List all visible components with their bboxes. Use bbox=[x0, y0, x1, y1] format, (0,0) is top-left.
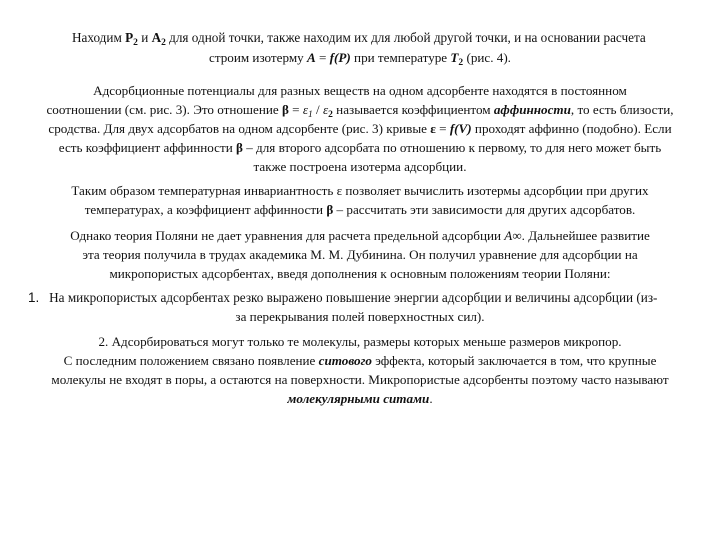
p3-line-2 bbox=[0, 200, 720, 220]
p2-line-1: Адсорбционные потенциалы для разных веществ на одном адсорбенте находятся в постоянном bbox=[93, 83, 627, 98]
p1-line-2 bbox=[0, 48, 720, 68]
list-number: 1. bbox=[28, 290, 40, 305]
list-item-2 bbox=[0, 332, 720, 352]
symbol-infinity: ∞ bbox=[512, 228, 522, 243]
p2-line-2 bbox=[0, 100, 720, 120]
symbol-a: A bbox=[504, 228, 513, 243]
text: и bbox=[137, 30, 152, 45]
function-f-p: f(P) bbox=[329, 50, 351, 65]
p2-line-5: также построена изотерма адсорбции. bbox=[253, 159, 467, 174]
subscript: 2 bbox=[328, 110, 333, 120]
text: = bbox=[315, 50, 330, 65]
p2-line-4 bbox=[0, 138, 720, 158]
p3-line-1: Таким образом температурная инвариантность ε позволяет вычислить изотермы адсорбции при других bbox=[71, 183, 649, 198]
text: = bbox=[288, 102, 303, 117]
text: строим изотерму bbox=[209, 50, 307, 65]
text: / bbox=[312, 102, 323, 117]
text: Адсорбироваться могут только те молекулы, размеры которых меньше размеров микропор. bbox=[108, 334, 622, 349]
list-item-1 bbox=[28, 288, 657, 308]
text: Однако теория Поляни не дает уравнения для расчета предельной адсорбции bbox=[70, 228, 505, 243]
text: . bbox=[429, 391, 433, 406]
term-affinity: аффинности bbox=[493, 102, 571, 117]
text: для одной точки, также находим их для любой другой точки, и на основании расчета bbox=[165, 30, 646, 45]
text: , то есть близости, bbox=[570, 102, 674, 117]
symbol-t: T bbox=[450, 50, 459, 65]
text: эффекта, который заключается в том, что крупные bbox=[371, 353, 657, 368]
p5-line-1 bbox=[0, 351, 720, 371]
text: Находим bbox=[72, 30, 126, 45]
symbol-epsilon: ε bbox=[322, 102, 329, 117]
text: температурах, а коэффициент аффинности bbox=[84, 202, 327, 217]
text: сродства. Для двух адсорбатов на одном адсорбенте (рис. 3) кривые bbox=[48, 121, 431, 136]
list-item-1-line-2: за перекрывания полей поверхностных сил). bbox=[235, 309, 485, 324]
symbol-beta: β bbox=[281, 102, 289, 117]
p1-line-1 bbox=[72, 28, 646, 48]
p4-line-1 bbox=[0, 226, 720, 246]
subscript: 1 bbox=[308, 110, 313, 120]
symbol-p: P bbox=[125, 30, 134, 45]
text: соотношении (см. рис. 3). Это отношение bbox=[46, 102, 282, 117]
text: – для второго адсорбата по отношению к первому, то для него может быть bbox=[242, 140, 662, 155]
subscript: 2 bbox=[133, 38, 138, 48]
symbol-beta: β bbox=[236, 140, 243, 155]
subscript: 2 bbox=[161, 38, 166, 48]
symbol-a: A bbox=[306, 50, 316, 65]
list-number: 2. bbox=[98, 334, 109, 349]
function-f-v: f(V) bbox=[449, 121, 472, 136]
text: называется коэффициентом bbox=[332, 102, 494, 117]
p4-line-3: микропористых адсорбентах, введя дополнения к основным положениям теории Поляни: bbox=[109, 266, 611, 281]
text: при температуре bbox=[350, 50, 451, 65]
subscript: 2 bbox=[458, 58, 464, 68]
text: С последним положением связано появление bbox=[63, 353, 319, 368]
p4-line-2: эта теория получила в трудах академика М. М. Дубинина. Он получил уравнение для адсорбции на bbox=[82, 247, 638, 262]
term-sieve: ситового bbox=[318, 353, 372, 368]
symbol-epsilon: ε bbox=[430, 121, 436, 136]
p5-line-3 bbox=[0, 389, 720, 409]
p5-line-2: молекулы не входят в поры, а остаются на поверхности. Микропористые адсорбенты поэтому часто называют bbox=[51, 372, 669, 387]
p2-line-3 bbox=[0, 119, 720, 139]
text: есть коэффициент аффинности bbox=[58, 140, 237, 155]
text: = bbox=[435, 121, 450, 136]
text: На микропористых адсорбентах резко выражено повышение энергии адсорбции и величины адсорбции (из- bbox=[49, 290, 658, 305]
text: . Дальнейшее развитие bbox=[521, 228, 650, 243]
text: – рассчитать эти зависимости для других адсорбатов. bbox=[333, 202, 636, 217]
term-molecular-sieves: молекулярными ситами bbox=[287, 391, 430, 406]
symbol-epsilon: ε bbox=[302, 102, 309, 117]
symbol-beta: β bbox=[326, 202, 334, 217]
symbol-a: A bbox=[151, 30, 162, 45]
text: (рис. 4). bbox=[463, 50, 511, 65]
text: проходят аффинно (подобно). Если bbox=[471, 121, 672, 136]
